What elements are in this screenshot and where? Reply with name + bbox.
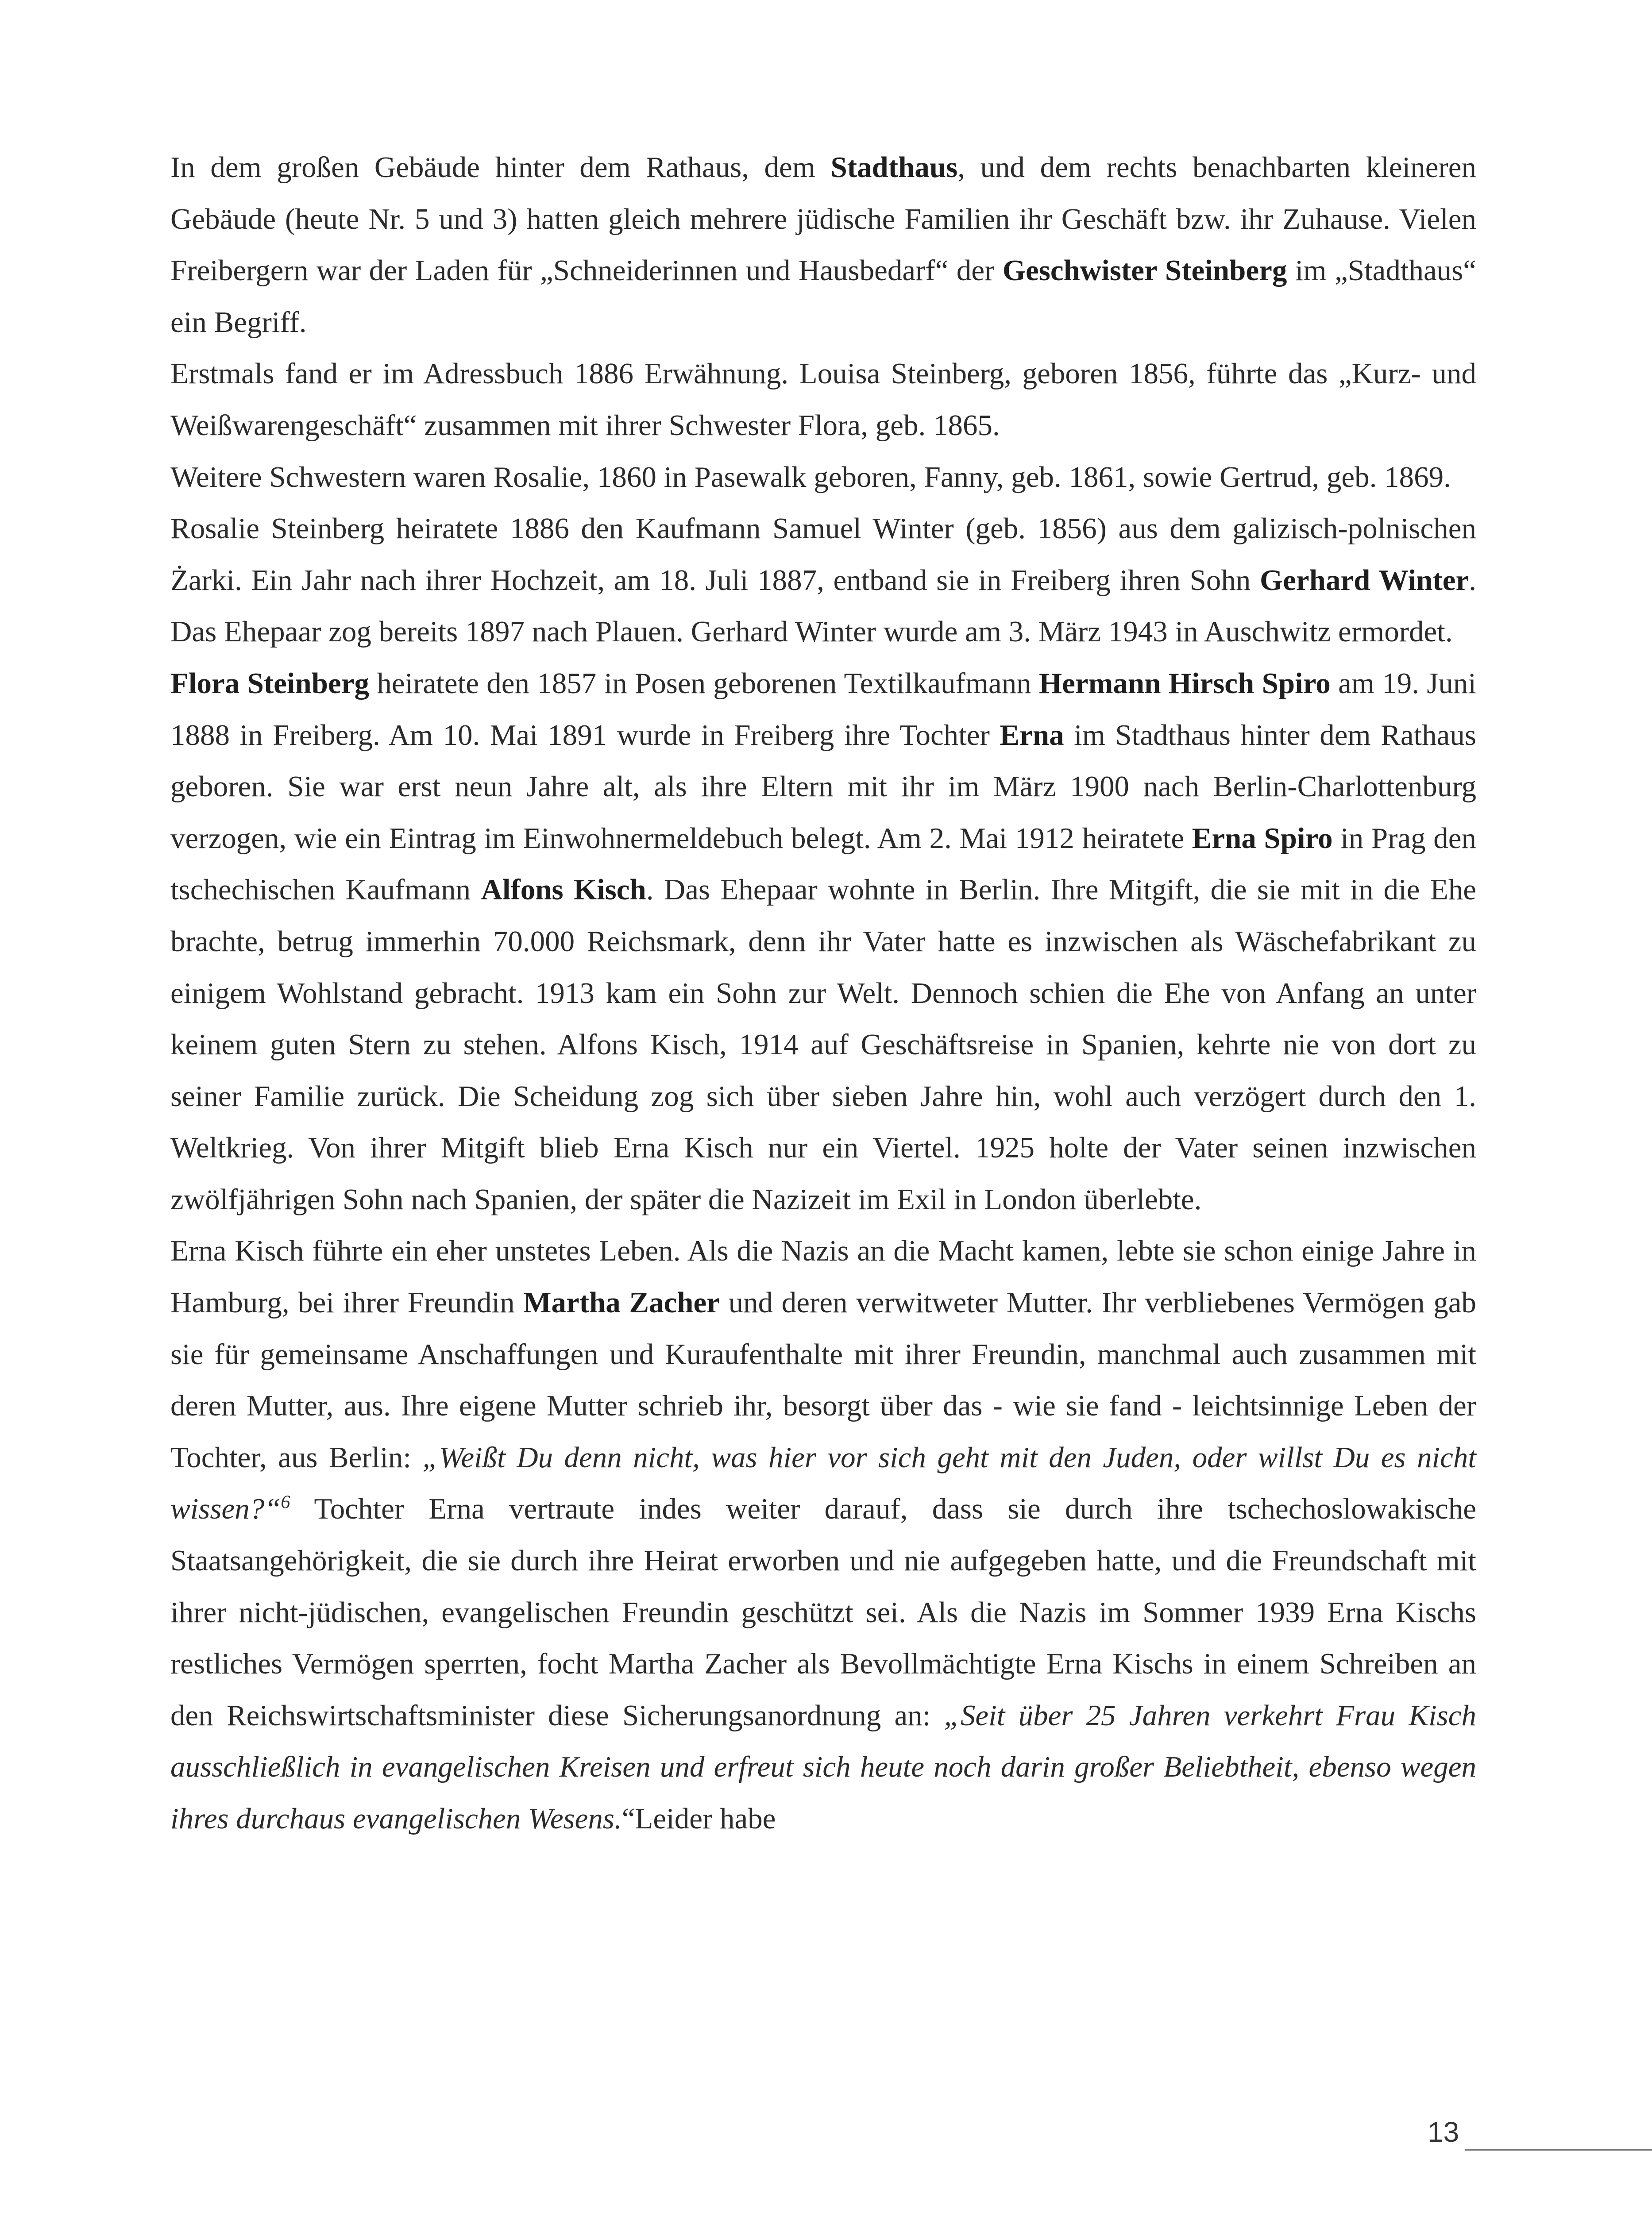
text-run: und deren verwitweter Mutter. Ihr verbliebenes Vermögen gab sie für gemeinsame Anschaffungen und Kuraufenthalte mit ihrer Freundin, manchmal auch zusammen mit deren Mutter, aus. Ihre eigene Mutter schrieb ihr, besorgt über das - wie sie fand - leichtsinnige Leben der Tochter, aus Berlin: [170,1286,1476,1474]
bold-name: Hermann Hirsch Spiro [1039,667,1331,700]
paragraph [170,348,1476,451]
text-run: heiratete den 1857 in Posen geborenen Textilkaufmann [369,667,1039,700]
text-run: In dem großen Gebäude hinter dem Rathaus, dem [170,151,831,184]
text-run: am 19. Juni 1888 in Freiberg. Am 10. Mai 1891 wurde in Freiberg ihre Tochter [170,667,1476,752]
bold-name: Geschwister Steinberg [1002,254,1287,287]
paragraph [170,451,1476,503]
text-run: . Das Ehepaar wohnte in Berlin. Ihre Mitgift, die sie mit in die Ehe brachte, betrug immerhin 70.000 Reichsmark, denn ihr Vater hatte es inzwischen als Wäschefabrikant zu einigem Wohlstand gebracht. 1913 kam ein Sohn zur Welt. Dennoch schien die Ehe von Anfang an unter keinem guten Stern zu stehen. Alfons Kisch, 1914 auf Geschäftsreise in Spanien, kehrte nie von dort zu seiner Familie zurück. Die Scheidung zog sich über sieben Jahre hin, wohl auch verzögert durch den 1. Weltkrieg. Von ihrer Mitgift blieb Erna Kisch nur ein Viertel. 1925 holte der Vater seinen inzwischen zwölfjährigen Sohn nach Spanien, der später die Nazizeit im Exil in London überlebte. [170,873,1476,1216]
bold-name: Alfons Kisch [481,873,646,906]
paragraph [170,1225,1476,1844]
text-run: “Leider habe [621,1802,776,1835]
italic-quote: „Seit über 25 Jahren verkehrt Frau Kisch ausschließlich in evangelischen Kreisen und erfreut sich heute noch darin großer Beliebtheit, ebenso wegen ihres durchaus evangelischen Wesens. [170,1699,1476,1835]
text-run: in Prag den tschechischen Kaufmann [170,821,1476,906]
text-run: . Das Ehepaar zog bereits 1897 nach Plauen. Gerhard Winter wurde am 3. März 1943 in Auschwitz ermordet. [170,563,1476,648]
bold-name: Flora Steinberg [170,667,370,700]
text-run: im „Stadthaus“ ein Begriff. [170,254,1476,339]
page-number: 13 [1428,2116,1459,2148]
text-run: im Stadthaus hinter dem Rathaus geboren. Sie war erst neun Jahre alt, als ihre Eltern mit ihr im März 1900 nach Berlin-Charlottenburg verzogen, wie ein Eintrag im Einwohnermeldebuch belegt. Am 2. Mai 1912 heiratete [170,718,1476,855]
footer-rule [1465,2149,1652,2151]
text-run: Tochter Erna vertraute indes weiter darauf, dass sie durch ihre tschechoslowakische Staatsangehörigkeit, die sie durch ihre Heirat erworben und nie aufgegeben hatte, und die Freundschaft mit ihrer nicht-jüdischen, evangelischen Freundin geschützt sei. Als die Nazis im Sommer 1939 Erna Kischs restliches Vermögen sperrten, focht Martha Zacher als Bevollmächtigte Erna Kischs in einem Schreiben an den Reichswirtschaftsminister diese Sicherungsanordnung an: [170,1492,1476,1732]
text-run: Weitere Schwestern waren Rosalie, 1860 in Pasewalk geboren, Fanny, geb. 1861, sowie Gertrud, geb. 1869. [170,460,1451,493]
text-run: Rosalie Steinberg heiratete 1886 den Kaufmann Samuel Winter (geb. 1856) aus dem galizisch-polnischen Żarki. Ein Jahr nach ihrer Hochzeit, am 18. Juli 1887, entband sie in Freiberg ihren Sohn [170,512,1476,597]
text-run: Erna Kisch führte ein eher unstetes Leben. Als die Nazis an die Macht kamen, lebte sie schon einige Jahre in Hamburg, bei ihrer Freundin [170,1234,1476,1319]
footnote-marker: 6 [281,1492,290,1513]
body-text [170,142,1476,1845]
text-run: Erstmals fand er im Adressbuch 1886 Erwähnung. Louisa Steinberg, geboren 1856, führte das „Kurz- und Weißwarengeschäft“ zusammen mit ihrer Schwester Flora, geb. 1865. [170,357,1476,442]
bold-name: Erna [1000,718,1064,752]
paragraph [170,503,1476,658]
bold-name: Martha Zacher [523,1286,720,1319]
bold-name: Gerhard Winter [1260,563,1469,597]
italic-quote: „Weißt Du denn nicht, was hier vor sich geht mit den Juden, oder willst Du es nicht wissen?“ [170,1441,1476,1526]
bold-name: Erna Spiro [1192,821,1333,855]
paragraph [170,142,1476,348]
paragraph [170,658,1476,1226]
bold-name: Stadthaus [830,151,958,184]
text-run: , und dem rechts benachbarten kleineren Gebäude (heute Nr. 5 und 3) hatten gleich mehrere jüdische Familien ihr Geschäft bzw. ihr Zuhause. Vielen Freibergern war der Laden für „Schneiderinnen und Hausbedarf“ der [170,151,1476,287]
